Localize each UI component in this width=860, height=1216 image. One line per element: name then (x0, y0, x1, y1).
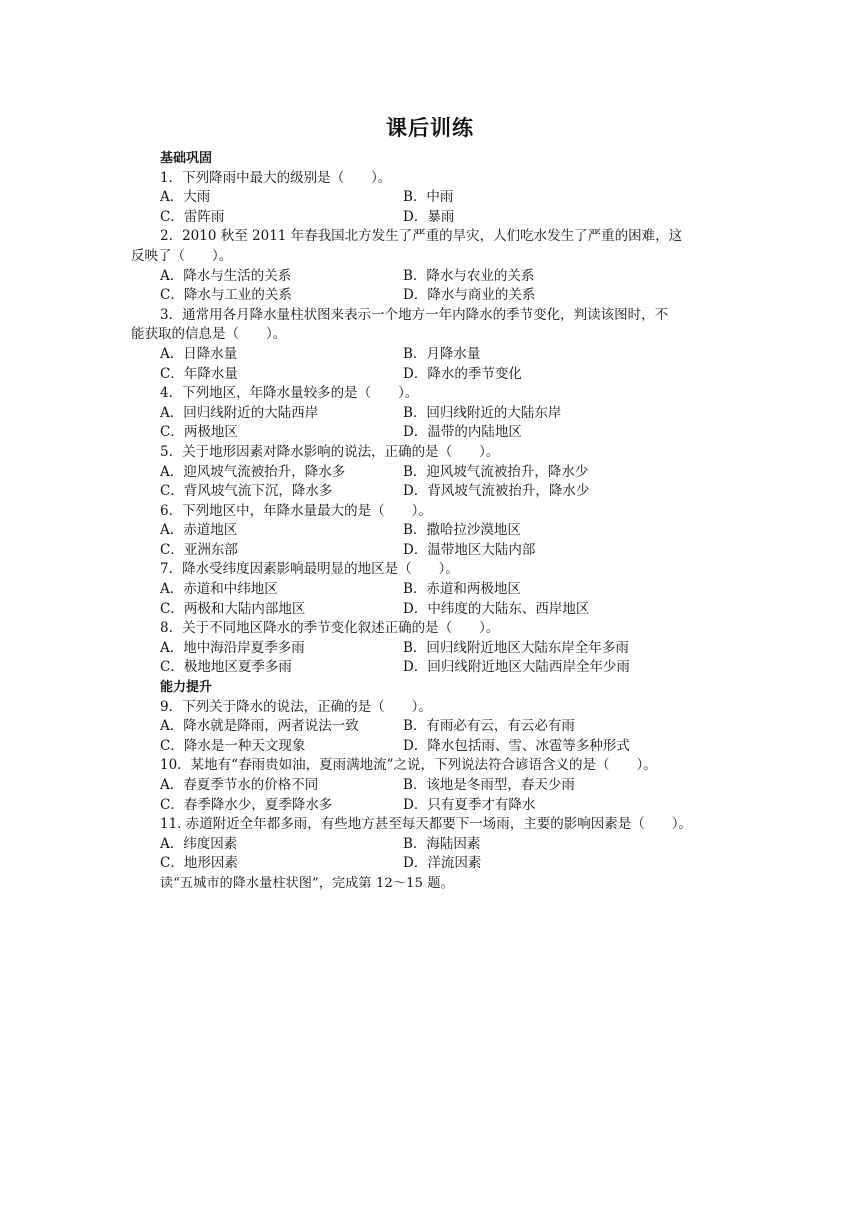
option-row (131, 737, 733, 757)
question-stem: 10．某地有“春雨贵如油，夏雨满地流”之说，下列说法符合谚语含义的是（ ）。 (160, 757, 657, 774)
answer-option: D．洋流因素 (403, 855, 482, 872)
question-stem: 能获取的信息是（ ）。 (131, 326, 287, 343)
section-heading-advanced: 能力提升 (160, 680, 213, 696)
option-row (131, 208, 733, 228)
option-row (131, 365, 733, 385)
answer-option: B．中雨 (403, 189, 454, 206)
option-row (131, 854, 733, 874)
option-row (131, 541, 733, 561)
question-stem: 4．下列地区，年降水量较多的是（ ）。 (160, 385, 419, 402)
question-stem: 9．下列关于降水的说法，正确的是（ ）。 (160, 698, 432, 715)
option-row (131, 776, 733, 796)
question-stem: 8．关于不同地区降水的季节变化叙述正确的是（ ）。 (160, 620, 500, 637)
option-row (131, 463, 733, 483)
answer-option: D．温带的内陆地区 (403, 424, 522, 441)
reading-instruction: 读“五城市的降水量柱状图”，完成第 12～15 题。 (160, 875, 454, 891)
answer-option: C．降水与工业的关系 (160, 287, 292, 304)
option-row (131, 796, 733, 816)
option-row (131, 639, 733, 659)
answer-option: A．降水就是降雨，两者说法一致 (160, 718, 359, 735)
question-stem: 反映了（ ）。 (131, 247, 233, 264)
option-row (131, 482, 733, 502)
question-stem: 5．关于地形因素对降水影响的说法，正确的是（ ）。 (160, 443, 500, 460)
answer-option: A．春夏季节水的价格不同 (160, 777, 319, 793)
answer-option: D．暴雨 (403, 208, 455, 225)
option-row (131, 521, 733, 541)
answer-option: A．日降水量 (160, 345, 238, 362)
question-stem: 2．2010 秋至 2011 年春我国北方发生了严重的旱灾，人们吃水发生了严重的困难，这 (160, 228, 683, 245)
answer-option: B．回归线附近的大陆东岸 (403, 404, 562, 421)
option-row (131, 835, 733, 855)
answer-option: B．回归线附近地区大陆东岸全年多雨 (403, 639, 629, 656)
answer-option: C．降水是一种天文现象 (160, 737, 306, 754)
option-row (131, 188, 733, 208)
answer-option: D．降水的季节变化 (403, 365, 522, 382)
section-heading-basic: 基础巩固 (160, 151, 213, 166)
question-stem: 6．下列地区中，年降水量最大的是（ ）。 (160, 502, 432, 519)
answer-option: D．背风坡气流被抬升，降水少 (403, 483, 590, 500)
answer-option: A．降水与生活的关系 (160, 267, 292, 284)
answer-option: D．回归线附近地区大陆西岸全年少雨 (403, 659, 630, 676)
answer-option: B．撒哈拉沙漠地区 (403, 522, 521, 539)
answer-option: B．月降水量 (403, 345, 481, 362)
option-row (131, 267, 733, 287)
question-group-advanced (131, 698, 733, 874)
answer-option: B．有雨必有云，有云必有雨 (403, 718, 575, 735)
page-title: 课后训练 (386, 116, 474, 140)
question-stem: 3．通常用各月降水量柱状图来表示一个地方一年内降水的季节变化，判读该图时，不 (160, 306, 669, 323)
answer-option: A．大雨 (160, 189, 211, 206)
option-row (131, 345, 733, 365)
answer-option: B．海陆因素 (403, 835, 481, 852)
option-row (131, 286, 733, 306)
answer-option: C．地形因素 (160, 855, 238, 872)
answer-option: B．赤道和两极地区 (403, 581, 521, 598)
answer-option: A．迎风坡气流被抬升，降水多 (160, 463, 346, 480)
option-row (131, 423, 733, 443)
answer-option: B．迎风坡气流被抬升，降水少 (403, 463, 589, 480)
answer-option: D．中纬度的大陆东、西岸地区 (403, 600, 590, 617)
answer-option: D．温带地区大陆内部 (403, 541, 536, 558)
answer-option: C．亚洲东部 (160, 541, 238, 558)
answer-option: A．赤道地区 (160, 522, 238, 539)
option-row (131, 600, 733, 620)
answer-option: C．年降水量 (160, 365, 238, 382)
answer-option: A．回归线附近的大陆西岸 (160, 404, 319, 421)
answer-option: D．降水包括雨、雪、冰雹等多种形式 (403, 737, 630, 754)
option-row (131, 580, 733, 600)
exercise-content (131, 149, 733, 894)
answer-option: C．雷阵雨 (160, 208, 225, 225)
answer-option: B．降水与农业的关系 (403, 267, 535, 284)
answer-option: D．只有夏季才有降水 (403, 796, 536, 813)
question-stem: 1．下列降雨中最大的级别是（ ）。 (160, 169, 392, 186)
answer-option: D．降水与商业的关系 (403, 287, 536, 304)
answer-option: A．纬度因素 (160, 835, 238, 852)
option-row (131, 658, 733, 678)
answer-option: C．极地地区夏季多雨 (160, 659, 292, 676)
question-stem: 7．降水受纬度因素影响最明显的地区是（ ）。 (160, 561, 459, 578)
answer-option: A．赤道和中纬地区 (160, 581, 278, 598)
answer-option: A．地中海沿岸夏季多雨 (160, 639, 305, 656)
question-group-basic (131, 169, 733, 678)
answer-option: C．背风坡气流下沉，降水多 (160, 483, 333, 500)
option-row (131, 404, 733, 424)
question-stem: 11. 赤道附近全年都多雨，有些地方甚至每天都要下一场雨，主要的影响因素是（ ）。 (160, 816, 693, 833)
answer-option: B．该地是冬雨型，春天少雨 (403, 777, 575, 793)
answer-option: C．两极和大陆内部地区 (160, 600, 306, 617)
answer-option: C．春季降水少，夏季降水多 (160, 796, 333, 813)
option-row (131, 717, 733, 737)
answer-option: C．两极地区 (160, 424, 238, 441)
